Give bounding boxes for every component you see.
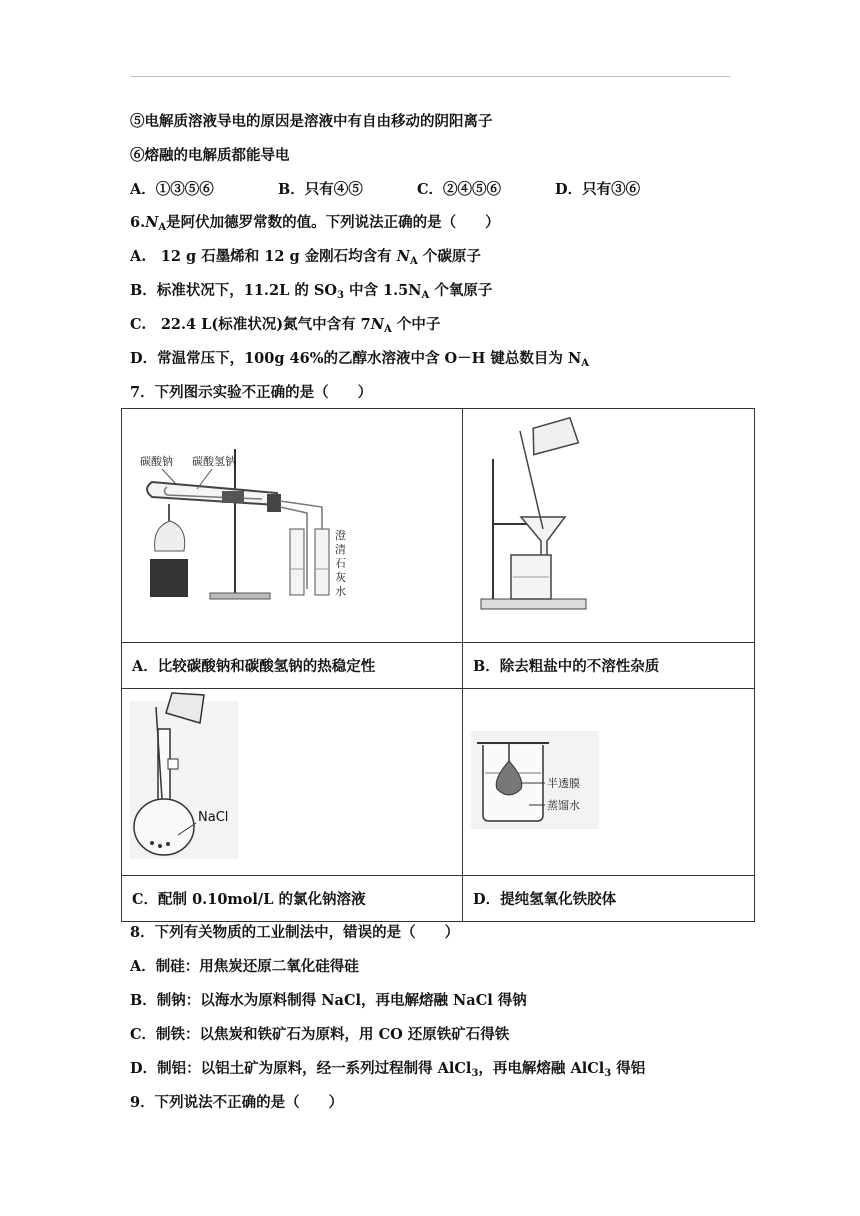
subscript: 3 xyxy=(336,290,344,301)
q7-figure-table xyxy=(121,408,755,922)
q8-option-c[interactable]: C．制铁：以焦炭和铁矿石为原料，用 CO 还原铁矿石得铁 xyxy=(130,1026,510,1043)
text: C. 22.4 L(标准状况)氮气中含有 7 xyxy=(130,316,371,333)
q6-stem xyxy=(130,213,500,238)
label-limewater-2: 清 xyxy=(335,543,346,556)
text: B．标准状况下，11.2L 的 SO xyxy=(130,282,337,299)
thermal-stability-apparatus-icon xyxy=(122,409,462,638)
avogadro-symbol: N xyxy=(370,316,385,333)
q8-option-d[interactable] xyxy=(130,1059,645,1084)
q6-option-a[interactable] xyxy=(130,247,481,272)
text: D．常温常压下，100g 46%的乙醇水溶液中含 O－H 键总数目为 N xyxy=(130,350,582,367)
q6-option-d[interactable] xyxy=(130,349,589,374)
text: 得铝 xyxy=(611,1060,646,1077)
q7-stem: 7．下列图示实验不正确的是（ ） xyxy=(130,384,373,401)
label-limewater-5: 水 xyxy=(335,585,346,598)
subscript: 3 xyxy=(604,1068,612,1079)
q5-options xyxy=(130,180,640,200)
caption-c: C．配制 0.10mol/L 的氯化钠溶液 xyxy=(122,876,463,922)
label-limewater-1: 澄 xyxy=(335,529,346,542)
avogadro-symbol: N xyxy=(396,248,410,265)
header-rule xyxy=(130,76,730,77)
label-sodium-carbonate: 碳酸钠 xyxy=(140,455,173,468)
figure-d-cell xyxy=(463,689,755,876)
caption-a: A．比较碳酸钠和碳酸氢钠的热稳定性 xyxy=(122,643,463,689)
subscript: A xyxy=(410,256,418,267)
q5-option-d[interactable]: D．只有③⑥ xyxy=(555,181,641,198)
q8-option-b[interactable]: B．制钠：以海水为原料制得 NaCl，再电解熔融 NaCl 得钠 xyxy=(130,992,527,1009)
text: 个氧原子 xyxy=(429,282,493,299)
figure-a-cell xyxy=(122,409,463,643)
filtration-apparatus-icon xyxy=(463,409,754,638)
label-semipermeable-membrane: 半透膜 xyxy=(547,777,580,790)
caption-b: B．除去粗盐中的不溶性杂质 xyxy=(463,643,755,689)
subscript: A xyxy=(581,358,589,369)
text: 个中子 xyxy=(391,316,441,333)
label-nacl: NaCl xyxy=(198,810,229,825)
volumetric-flask-icon xyxy=(122,689,462,871)
label-sodium-bicarbonate: 碳酸氢钠 xyxy=(192,455,236,468)
q6-option-c[interactable] xyxy=(130,315,440,340)
text: 中含 1.5N xyxy=(343,282,422,299)
dialysis-apparatus-icon xyxy=(463,689,754,871)
q8-stem: 8．下列有关物质的工业制法中，错误的是（ ） xyxy=(130,924,460,941)
q6-stem-text: 是阿伏加德罗常数的值。下列说法正确的是（ ） xyxy=(166,214,500,231)
q6-number: 6. xyxy=(130,214,146,231)
figure-c-cell xyxy=(122,689,463,876)
q5-option-c[interactable]: C．②④⑤⑥ xyxy=(417,181,502,198)
label-limewater-3: 石 xyxy=(335,557,346,570)
subscript: A xyxy=(421,290,430,301)
q5-option-a[interactable]: A．①③⑤⑥ xyxy=(130,181,214,198)
subscript: A xyxy=(158,222,167,233)
subscript: A xyxy=(384,324,392,335)
avogadro-symbol: N xyxy=(145,214,159,231)
subscript: 3 xyxy=(471,1068,479,1079)
caption-d: D．提纯氢氧化铁胶体 xyxy=(463,876,755,922)
text: 个碳原子 xyxy=(417,248,481,265)
q5-option-b[interactable]: B．只有④⑤ xyxy=(278,181,363,198)
text: ，再电解熔融 AlCl xyxy=(478,1060,605,1077)
statement-6: ⑥熔融的电解质都能导电 xyxy=(130,147,290,164)
q8-option-a[interactable]: A．制硅：用焦炭还原二氧化硅得硅 xyxy=(130,958,359,975)
statement-5: ⑤电解质溶液导电的原因是溶液中有自由移动的阴阳离子 xyxy=(130,113,493,130)
figure-b-cell xyxy=(463,409,755,643)
q9-stem: 9．下列说法不正确的是（ ） xyxy=(130,1094,344,1111)
q6-option-b[interactable] xyxy=(130,281,492,306)
label-distilled-water: 蒸馏水 xyxy=(547,799,580,812)
text: A. 12 g 石墨烯和 12 g 金刚石均含有 xyxy=(130,248,397,265)
text: D．制铝：以铝土矿为原料，经一系列过程制得 AlCl xyxy=(130,1060,472,1077)
label-limewater-4: 灰 xyxy=(335,571,346,584)
